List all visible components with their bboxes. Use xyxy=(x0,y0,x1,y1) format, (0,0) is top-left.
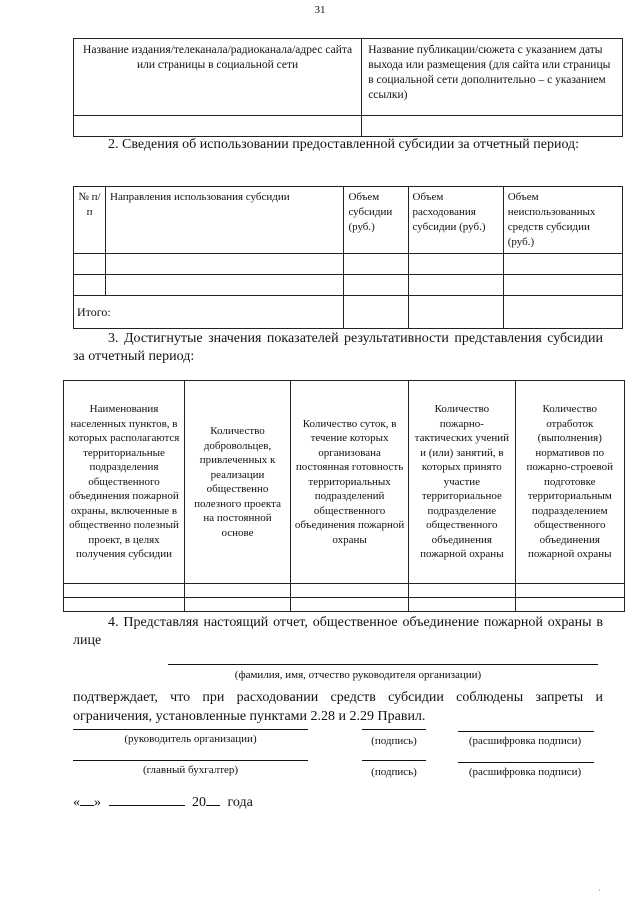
table-row xyxy=(64,584,625,598)
accountant-decoding-line[interactable] xyxy=(458,762,594,763)
table-cell[interactable] xyxy=(291,598,409,612)
table-cell[interactable] xyxy=(515,598,624,612)
section-4-text-a: 4. Представляя настоящий отчет, общественное объединение пожарной охраны в лице xyxy=(73,615,603,648)
table-cell[interactable] xyxy=(74,254,106,275)
table-cell[interactable] xyxy=(408,275,503,296)
section-2-text: 2. Сведения об использовании предоставленной субсидии за отчетный период: xyxy=(108,137,580,152)
representative-name-field[interactable] xyxy=(168,650,598,665)
publications-table xyxy=(73,38,623,137)
accountant-sign-caption: (подпись) xyxy=(371,766,417,778)
table-cell[interactable] xyxy=(185,584,291,598)
table3-header-drills: Количество отработок (выполнения) нормативов по пожарно-строевой подготовке территориальным подразделением общественного объединения пожарной охраны xyxy=(515,381,624,584)
table2-header-direction: Направления использования субсидии xyxy=(106,187,344,254)
table3-header-exercises: Количество пожарно-тактических учений и (или) занятий, в которых принято участие территориальное подразделение общественного объединения пожарной охраны xyxy=(409,381,515,584)
table-cell[interactable] xyxy=(344,296,408,329)
head-decoding-caption: (расшифровка подписи) xyxy=(468,735,582,747)
date-close-quote: » xyxy=(94,795,101,810)
table-row-total xyxy=(74,296,623,329)
section-4 xyxy=(73,614,603,726)
table3-header-days: Количество суток, в течение которых организована постоянная готовность территориальных подразделений общественного объединения пожарной охраны xyxy=(291,381,409,584)
date-line xyxy=(73,791,253,811)
date-open-quote: « xyxy=(73,795,80,810)
head-signature-line[interactable] xyxy=(73,729,308,730)
table-cell[interactable] xyxy=(408,296,503,329)
table-row xyxy=(74,254,623,275)
table-cell[interactable] xyxy=(106,275,344,296)
head-decoding-line[interactable] xyxy=(458,731,594,732)
head-sign-caption: (подпись) xyxy=(371,735,417,747)
head-caption: (руководитель организации) xyxy=(124,733,257,745)
table-cell[interactable] xyxy=(185,598,291,612)
performance-table xyxy=(63,380,625,612)
table2-header-unused: Объем неиспользованных средств субсидии (руб.) xyxy=(503,187,622,254)
head-sign-line[interactable] xyxy=(362,729,426,730)
representative-name-caption: (фамилия, имя, отчество руководителя организации) xyxy=(234,669,482,681)
accountant-caption: (главный бухгалтер) xyxy=(142,764,239,776)
table-cell[interactable] xyxy=(503,296,622,329)
table-cell[interactable] xyxy=(409,584,515,598)
corner-mark: · xyxy=(598,886,601,895)
table-cell[interactable] xyxy=(106,254,344,275)
section-4-text-b: подтверждает, что при расходовании средств субсидии соблюдены запреты и ограничения, установленные пунктами 2.28 и 2.29 Правил. xyxy=(73,690,603,724)
table-cell[interactable] xyxy=(515,584,624,598)
accountant-decoding-caption: (расшифровка подписи) xyxy=(468,766,582,778)
table-cell[interactable] xyxy=(503,254,622,275)
table-row xyxy=(74,116,623,137)
page-number: 31 xyxy=(314,4,326,16)
table-cell[interactable] xyxy=(344,275,408,296)
section-2-heading xyxy=(73,136,603,154)
date-year-field[interactable] xyxy=(206,791,220,806)
table1-header-source: Название издания/телеканала/радиоканала/адрес сайта или страницы в социальной сети xyxy=(74,39,362,116)
table-cell[interactable] xyxy=(503,275,622,296)
table-row xyxy=(74,275,623,296)
table-cell[interactable] xyxy=(409,598,515,612)
date-month-field[interactable] xyxy=(109,791,185,806)
total-label: Итого: xyxy=(74,296,344,329)
table3-header-volunteers: Количество добровольцев, привлеченных к реализации общественно полезного проекта на постоянной основе xyxy=(185,381,291,584)
section-3-heading xyxy=(73,330,603,366)
table1-header-publication: Название публикации/сюжета с указанием даты выхода или размещения (для сайта или страницы в социальной сети дополнительно – с указанием ссылки) xyxy=(362,39,623,116)
table-cell[interactable] xyxy=(74,116,362,137)
table2-header-amount: Объем субсидии (руб.) xyxy=(344,187,408,254)
table-cell[interactable] xyxy=(344,254,408,275)
table2-header-number: № п/п xyxy=(74,187,106,254)
table-cell[interactable] xyxy=(64,584,185,598)
date-day-field[interactable] xyxy=(80,791,94,806)
accountant-sign-line[interactable] xyxy=(362,760,426,761)
date-year-word: года xyxy=(227,795,253,810)
table-cell[interactable] xyxy=(291,584,409,598)
subsidy-usage-table xyxy=(73,186,623,329)
table-row xyxy=(64,598,625,612)
section-3-text: 3. Достигнутые значения показателей результативности представления субсидии за отчетный период: xyxy=(73,331,603,364)
table-cell[interactable] xyxy=(408,254,503,275)
table2-header-spent: Объем расходования субсидии (руб.) xyxy=(408,187,503,254)
table-cell[interactable] xyxy=(74,275,106,296)
table-cell[interactable] xyxy=(362,116,623,137)
table3-header-settlements: Наименования населенных пунктов, в которых располагаются территориальные подразделения общественного объединения пожарной охраны, включенные в общественно полезный проект, в целях получения субсидии xyxy=(64,381,185,584)
date-year-prefix: 20 xyxy=(192,795,206,810)
accountant-signature-line[interactable] xyxy=(73,760,308,761)
table-cell[interactable] xyxy=(64,598,185,612)
